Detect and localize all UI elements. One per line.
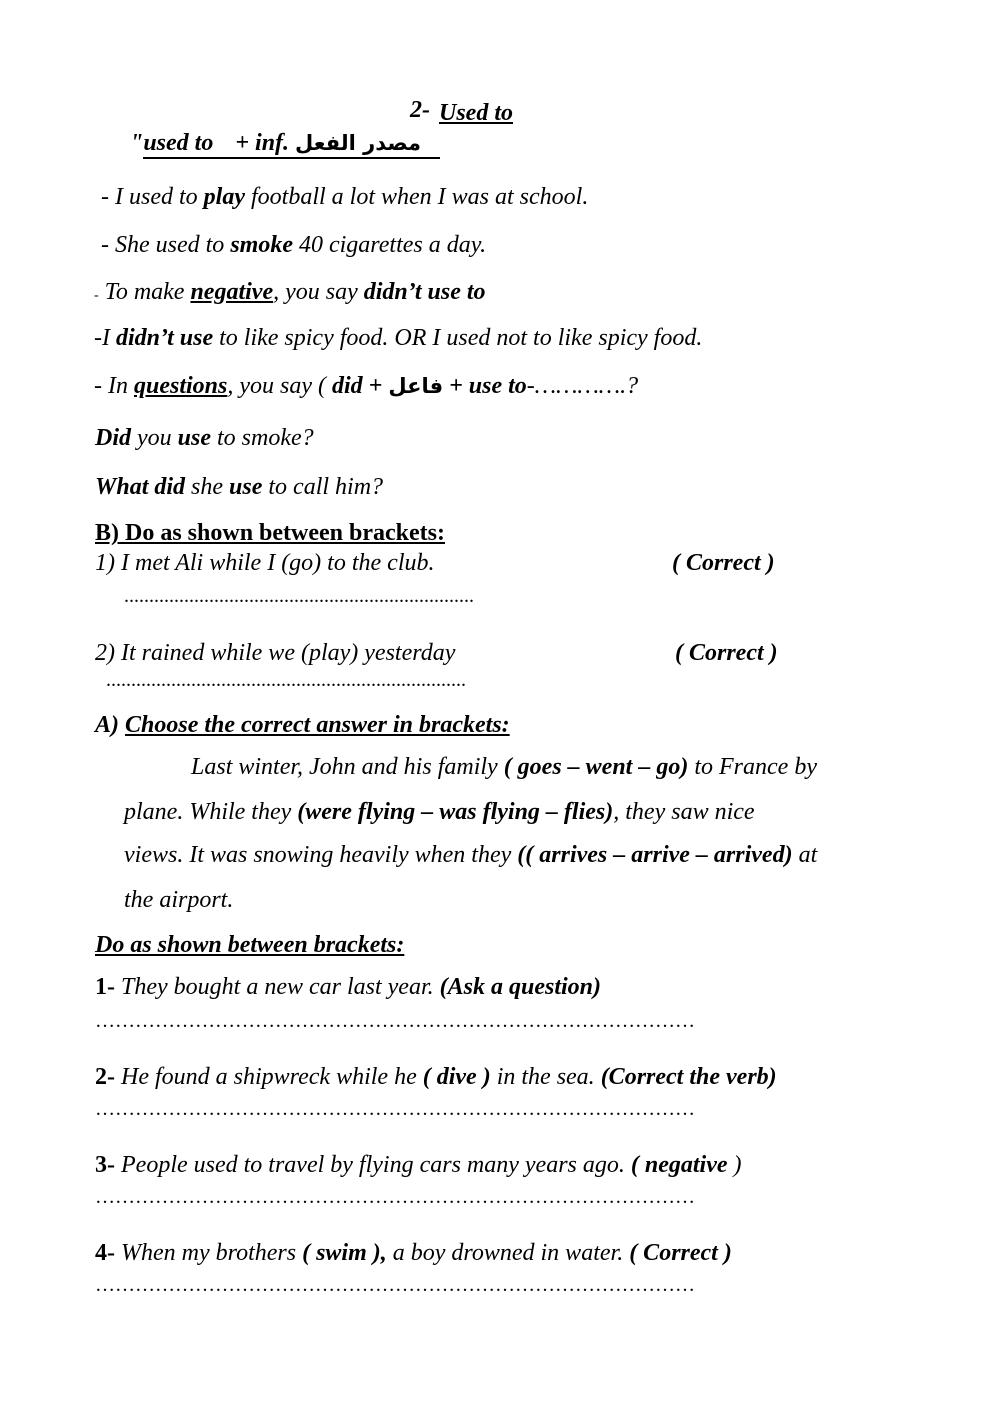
negative-rule-mid: , you say	[273, 279, 364, 305]
section-c-item-2-hint: (Correct the verb)	[600, 1064, 777, 1090]
example-1	[101, 183, 588, 211]
question-arabic-subject: فاعل	[388, 374, 444, 398]
section-b-item-2-hint: ( Correct )	[675, 640, 778, 666]
section-a-p3a: views. It was snowing heavily when they	[124, 842, 518, 868]
question-example-2	[95, 473, 383, 501]
negative-example-pre: -I	[94, 325, 116, 351]
example-2	[101, 231, 486, 259]
section-c-item-1-pre: They bought a new car last year.	[115, 974, 440, 1000]
negative-example-post: to like spicy food. OR I used not to like spicy food.	[213, 325, 703, 351]
section-c-item-3-hint: ( negative	[630, 1152, 728, 1178]
section-a-label: A)	[95, 712, 119, 738]
section-a-line-3	[124, 841, 817, 869]
question-example-2-b: she	[185, 474, 230, 500]
section-c-item-4	[95, 1239, 732, 1267]
question-example-1-c: use	[177, 425, 211, 451]
question-plus-2: +	[443, 373, 469, 399]
section-a-p3b: at	[792, 842, 818, 868]
section-c-item-3-answer-line[interactable]: ………………………………………………………………………………	[95, 1186, 695, 1208]
section-c-item-3-pre: People used to travel by flying cars many years ago.	[115, 1152, 631, 1178]
negative-rule-pre: To make	[98, 279, 191, 305]
question-rule	[94, 372, 638, 400]
section-c-item-1	[95, 973, 601, 1001]
section-c-item-1-hint: (Ask a question)	[439, 974, 601, 1000]
question-example-1-d: to smoke?	[211, 425, 314, 451]
negative-example	[94, 324, 702, 352]
section-a-title: Choose the correct answer in brackets:	[125, 712, 510, 738]
section-a-heading	[95, 711, 510, 739]
section-c-item-2-verb: ( dive )	[422, 1064, 491, 1090]
formula-underline	[143, 157, 440, 159]
section-c-item-2	[95, 1063, 777, 1091]
section-c-item-2-mid: in the sea.	[490, 1064, 601, 1090]
question-rule-mid: , you say (	[227, 373, 332, 399]
section-a-p1a: Last winter, John and his family	[191, 754, 504, 780]
negative-example-key: didn’t use	[115, 325, 214, 351]
section-b-item-2: 2) It rained while we (play) yesterday	[95, 640, 456, 666]
question-rule-post: -………….?	[526, 373, 639, 399]
negative-rule	[94, 278, 486, 310]
section-c-item-4-pre: When my brothers	[115, 1240, 303, 1266]
example-1-pre: - I used to	[101, 184, 204, 210]
formula-inf: + inf.	[235, 130, 290, 156]
section-c-item-2-pre: He found a shipwreck while he	[115, 1064, 423, 1090]
section-c-item-3-num: 3-	[95, 1152, 115, 1178]
formula-used-to: "used to	[130, 130, 214, 156]
section-c-item-4-hint: ( Correct )	[629, 1240, 732, 1266]
section-c-item-3	[95, 1151, 742, 1179]
section-a-p1b: to France by	[688, 754, 817, 780]
negative-rule-dash: -	[94, 288, 99, 303]
section-c-item-4-mid: a boy drowned in water.	[386, 1240, 630, 1266]
section-title: Used to	[439, 100, 513, 126]
section-c-heading: Do as shown between brackets:	[95, 932, 405, 958]
section-b-item-1-answer-line[interactable]: ......................................................................	[124, 585, 474, 607]
example-2-pre: - She used to	[101, 232, 231, 258]
section-b-heading: B) Do as shown between brackets:	[95, 520, 445, 546]
question-example-2-c: use	[229, 474, 263, 500]
section-c-item-2-answer-line[interactable]: ………………………………………………………………………………	[95, 1098, 695, 1120]
section-a-line-4: the airport.	[124, 887, 234, 913]
section-c-item-2-num: 2-	[95, 1064, 115, 1090]
question-example-1	[95, 424, 314, 452]
section-c-item-1-num: 1-	[95, 974, 115, 1000]
question-use-to: use to	[468, 373, 527, 399]
section-c-item-4-num: 4-	[95, 1240, 115, 1266]
formula-arabic: مصدر الفعل	[295, 131, 422, 155]
question-plus-1: +	[362, 373, 389, 399]
section-c-item-3-hint-end: )	[727, 1152, 742, 1178]
section-c-item-4-answer-line[interactable]: ………………………………………………………………………………	[95, 1274, 695, 1296]
example-1-post: football a lot when I was at school.	[244, 184, 589, 210]
question-example-1-b: you	[131, 425, 178, 451]
choice-group-3[interactable]: (( arrives – arrive – arrived)	[517, 842, 793, 868]
question-example-2-a: What did	[95, 474, 186, 500]
choice-group-1[interactable]: ( goes – went – go)	[503, 754, 689, 780]
question-example-2-d: to call him?	[262, 474, 384, 500]
choice-group-2[interactable]: (were flying – was flying – flies)	[297, 799, 614, 825]
example-1-verb: play	[203, 184, 245, 210]
example-2-verb: smoke	[230, 232, 293, 258]
question-did: did	[332, 373, 363, 399]
section-a-p2b: , they saw nice	[613, 799, 755, 825]
section-a-line-2	[124, 798, 755, 826]
section-b-item-1: 1) I met Ali while I (go) to the club.	[95, 550, 435, 576]
section-b-item-2-answer-line[interactable]: ........................................................................	[106, 669, 466, 691]
section-number: 2-	[410, 97, 430, 123]
section-c-item-4-verb: ( swim ),	[302, 1240, 387, 1266]
question-rule-pre: - In	[94, 373, 134, 399]
negative-keyword: negative	[190, 279, 274, 305]
section-b-item-1-hint: ( Correct )	[672, 550, 775, 576]
section-a-line-1	[191, 753, 817, 781]
negative-form: didn’t use to	[363, 279, 486, 305]
section-c-item-1-answer-line[interactable]: ………………………………………………………………………………	[95, 1010, 695, 1032]
example-2-post: 40 cigarettes a day.	[292, 232, 487, 258]
questions-keyword: questions	[133, 373, 228, 399]
section-a-p2a: plane. While they	[124, 799, 298, 825]
formula-line	[130, 129, 421, 157]
question-example-1-a: Did	[95, 425, 131, 451]
